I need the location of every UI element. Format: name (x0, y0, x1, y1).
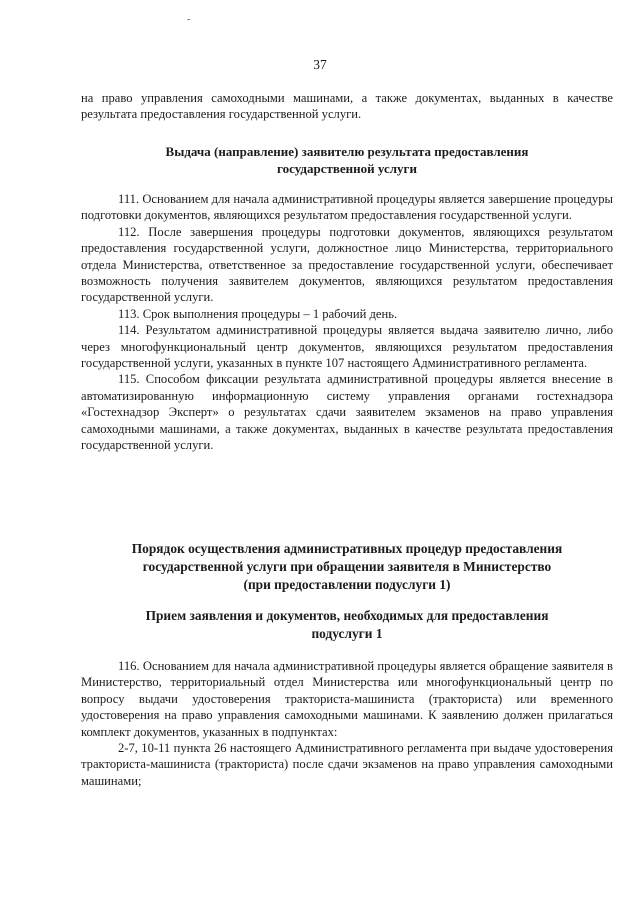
paragraph-114: 114. Результатом административной процедуры является выдача заявителю лично, либо через многофункциональный центр документов, являющихся результатом предоставления государственной услуги, указанных в пункте 107 настоящего Административного регламента. (81, 323, 613, 371)
paragraph-subitems: 2-7, 10-11 пункта 26 настоящего Административного регламента при выдаче удостоверения тракториста-машиниста (тракториста) после сдачи экзаменов на право управления самоходными машинами; (81, 741, 613, 788)
paragraph-111: 111. Основанием для начала административной процедуры является завершение процедуры подготовки документов, являющихся результатом предоставления государственной услуги. (81, 192, 613, 223)
continuation-paragraph: на право управления самоходными машинами, а также документах, выданных в качестве результата предоставления государственной услуги. (81, 91, 613, 122)
paragraph-112: 112. После завершения процедуры подготовки документов, являющихся результатом предоставления государственной услуги, должностное лицо Министерства, территориального отдела Министерства, ответственное за предоставление государственной услуги, обеспечивает возможность получения заявителем документов, являющихся результатом предоставления государственной услуги. (81, 224, 613, 305)
heading-line: государственной услуги при обращении заявителя в Министерство (142, 559, 552, 574)
paragraph-116: 116. Основанием для начала административной процедуры является обращение заявителя в Министерство, территориальный отдел Министерства или многофункциональный центр по вопросу выдачи удостоверения тракториста-машиниста (тракториста) или временного удостоверения на право управления самоходными машинами. К заявлению должен прилагаться комплект документов, указанных в подпунктах: (81, 659, 613, 739)
section-heading-procedures (81, 540, 613, 594)
heading-line: Прием заявления и документов, необходимых для предоставления (145, 608, 549, 623)
page-number: 37 (313, 57, 327, 72)
heading-line: Выдача (направление) заявителю результата предоставления (165, 144, 529, 159)
scan-speck: - (187, 14, 191, 25)
heading-line: государственной услуги (277, 161, 417, 176)
paragraphs-111-115 (81, 191, 613, 454)
section-heading-reception (81, 607, 613, 643)
paragraph-113: 113. Срок выполнения процедуры – 1 рабочий день. (118, 306, 398, 321)
heading-line: подуслуги 1 (311, 626, 383, 641)
paragraph-115: 115. Способом фиксации результата административной процедуры является внесение в автоматизированную информационную систему управления органами гостехнадзора «Гостехнадзор Эксперт» о результатах сдачи заявителем экзаменов на право управления самоходными машинами, а также документах, выданных в качестве результата предоставления государственной услуги. (81, 372, 613, 453)
section-heading-issuance (81, 143, 613, 177)
heading-line: Порядок осуществления административных процедур предоставления (131, 541, 563, 556)
heading-line: (при предоставлении подуслуги 1) (243, 577, 451, 592)
continuation-block (81, 90, 613, 123)
paragraphs-116 (81, 658, 613, 789)
